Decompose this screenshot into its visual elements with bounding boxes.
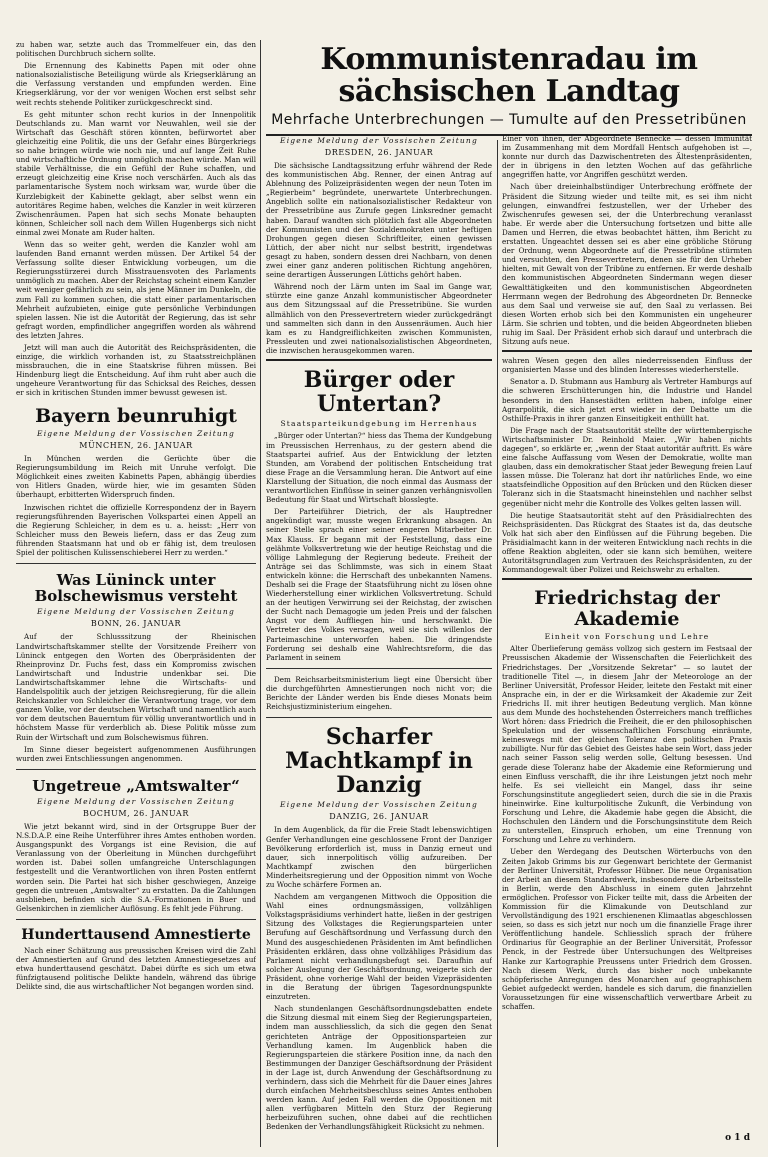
divider [502,350,752,352]
paragraph: „Bürger oder Untertan?“ hiess das Thema der Kundgebung im Preussischen Herrenhaus, zu der gestern abend die Staatspartei aufrief. Aus der Entwicklung der letzten Stunden, am Vorabend der politischen Entscheidung trat diese Frage an die Versammlung heran. Die Antwort auf eine Klarstellung der Situation, die noch einmal das Ausmass der verantwortlichen Einflüsse in seiner ganzen verhängnisvollen Bedeutung für Staat und Wirtschaft blosslegte. [266,431,492,505]
paragraph: Die heutige Staatsautorität steht auf den Präsidialrechten des Reichspräsidenten. Das Rückgrat des Staates ist da, das deutsche Volk hat sich aber den Einflüssen auf die Führung begeben. Die Präsidialmacht kann in der weiteren Entwicklung nach rechts in die offene Reaktion abgleiten, oder sie kann sich bemühen, weitere Autoritätsgrundlagen zum Vertrauen des Reichspräsidenten, zu der Kommandogewalt über Polizei und Reichswehr zu erhalten. [502,510,752,575]
kicker: Eigene Meldung der Vossischen Zeitung [37,429,235,439]
headline-amtswalter: Ungetreue „Amtswalter“ [32,776,240,795]
kicker: Eigene Meldung der Vossischen Zeitung [280,800,478,810]
paragraph: Ueber den Werdegang des Deutschen Wörterbuchs von den Zeiten Jakob Grimms bis zur Gegenwart berichtete der Germanist der Berliner Universität, Professor Hübner. Die neue Organisation der Arbeit an diesem Standardwerk, insbesondere die Arbeitsstelle in Berlin, werde den Abschluss in einem guten Jahrzehnt ermöglichen. Professor von Ficker teilte mit, dass die Arbeiten der Kommission für die Klimakunde von Deutschland zur Vervollständigung des 1921 erschienenen Klimaatlas abgeschlossen seien, so dass es sich jetzt nur noch um die finanzielle Frage ihrer Veröffentlichung handele. Schliesslich sprach der frühere Ordinarius für Geographie an der Berliner Universität, Professor Penck, in der Festrede über Untersuchungen des Weltpreises Hanke zur Kartographie Preussens unter Friedrich dem Grossen. Nach diesem Werk, durch das bisher noch unbekannte schöpferische Anregungen des Monarchen auf geographischem Gebiet aufgedeckt werden, handele es sich darum, die finanziellen Voraussetzungen für eine wissenschaftlich verwertbare Arbeit zu schaffen. [502,847,752,1011]
paragraph: Einer von ihnen, der Abgeordnete Bennecke — dessen Immunität im Zusammenhang mit dem Mordfall Hentsch aufgehoben ist —, konnte nur durch das Dazwischentreten des Ältestenpräsidenten, der in übrigens in den letzten Wochen auf das gefährliche angegriffen hatte, vor Angriffen geschützt werden. [502,134,752,180]
dateline: DANZIG, 26. JANUAR [329,812,429,822]
paragraph: Die Frage nach der Staatsautorität stellte der württembergische Wirtschaftsminister Dr. Reinhold Maier. „Wir haben nichts dagegen“, so erklärte er, „wenn der Staat autoritär auftritt. Es wäre eine falsche Auffassung vom Wesen der Demokratie, wollte man glauben, dass ein demokratischer Staat jeder Bewegung freien Lauf lassen müsse. Die Toleranz hat dort ihr natürliches Ende, wo eine staatsfeindliche Opposition auf den Brücken und den Rücken dieser Toleranz sich in die Staatsmacht hineinstehlen und nachher selbst gegenüber nicht mehr die Kontrolle des Volkes gelten lassen will. [502,425,752,508]
dateline: DRESDEN, 26. JANUAR [324,148,434,157]
paragraph: Die sächsische Landtagssitzung erfuhr während der Rede des kommunistischen Abg. Renner, der einen Antrag auf Ablehnung des Polizeipräsidenten wegen der neun Toten im „Regierbeim“ begründete, unerwartete Unterbrechungen. Angeblich sollte ein nationalsozialistischer Redakteur von der Pressetribüne aus Zurufe gegen Linksredner gemacht haben. Darauf wandten sich plötzlich fast alle Abgeordneten der Kommunisten und der Sozialdemokraten unter heftigen Drohungen gegen diesen Schriftleiter, einen gewissen Lüttich, der aber nicht nur selbst bestritt, irgendetwas gesagt zu haben, sondern dessen drei Nachbarn, von denen zwei einer ganz anderen politischen Richtung angehören, seine derartigen Äusserungen Lüttichs gehört haben. [266,161,492,280]
landtag-header [266,40,752,140]
kicker: Staatsparteikundgebung im Herrenhaus [280,419,478,429]
paragraph: Auf der Schlusssitzung der Rheinischen Landwirtschaftskammer stellte der Vorsitzende Freiherr von Lüninck entgegen den Worten des Oberpräsidenten der Rheinprovinz Dr. Fuchs fest, dass ein Kompromiss zwischen Landwirtschaft und Industrie undenkbar sei. Die Landwirtschaftskammer lehne die Wirtschafts- und Handelspolitik auch der jetzigen Reichsregierung, für die allein Reichskanzler von Schleicher die Verantwortung trage, vor dem ganzen Volke, vor der deutschen Wirtschaft und namentlich auch vor dem deutschen Bauerntum für völlig unverantwortlich und in höchstem Masse für verderblich ab. Diese Politik müsse zum Ruin der Wirtschaft und zum Bolschewismus führen. [16,632,256,742]
headline-landtag: Kommunistenradau im sächsischen Landtag [320,42,698,110]
paragraph: Der Parteiführer Dietrich, der als Hauptredner angekündigt war, musste wegen Erkrankung absagen. An seiner Stelle sprach einer seiner engeren Mitarbeiter Dr. Max Klauss. Er begann mit der Feststellung, dass eine gelähmte Volksvertretung wie der heutige Reichstag und die völlige Lahmlegung der Regierung bedeute. Freiheit der Anträge sei das Schlimmste, was sich in einem Staat entwickeln könne: die Herrschaft des unbekannten Namens. Deshalb sei die Frage der Staatsführung nicht zu lösen ohne Wiederherstellung einer wirklichen Volksvertretung. Schuld an der heutigen Verwirrung sei der Reichstag, der zwischen der Sucht nach Demagogie um jeden Preis und der falschen Angst vor dem Auffliegen hin- und herschwankt. Die Vertreter des Volkes versagen, weil sie sich willenlos der Parteimaschine unterworfen haben. Die dringendste Forderung sei deshalb eine Wahlrechtsreform, die das Parlament in seinem [266,507,492,662]
divider [16,769,256,770]
paragraph: Nach einer Schätzung aus preussischen Kreisen wird die Zahl der Amnestierten auf Grund des letzten Amnestiegesetzes auf etwa hunderttausend geschätzt. Dabei dürfte es sich um etwa fünfzigtausend politische Delikte handeln, während das übrige Delikte sind, die aus wirtschaftlicher Not begangen worden sind. [16,946,256,992]
headline-danzig: Scharfer Machtkampf in Danzig [285,724,473,798]
paragraph: Nachdem am vergangenen Mittwoch die Opposition die Wahl eines ordnungsmässigen, vollzähligen Volkstagspräsidiums verhindert hatte, ließen in der gestrigen Sitzung des Volkstages die Regierungsparteien unter Berufung auf Geschäftsordnung und Verfassung durch den Mund des ausgeschiedenen Präsidenten im Amt befindlichen Präsidenten erklären, dass ohne vollzähliges Präsidium das Parlament nicht verhandlungsbefugt sei. Daraufhin auf solcher Auslegung der Geschäftsordnung, weigerte sich der Präsident, ohne vorherige Wahl der beiden Vizepräsidenten in die Beratung der übrigen Tagesordnungspunkte einzutreten. [266,892,492,1002]
page-marker: o 1 d [725,1133,750,1143]
paragraph: Wie jetzt bekannt wird, sind in der Ortsgruppe Buer der N.S.D.A.P. eine Reihe Unterführer ihres Amtes enthoben worden. Ausgangspunkt des Vorgangs ist eine Revision, die auf Veranlassung von der Oberleitung in München durchgeführt worden ist. Dabei sollen umfangreiche Unterschlagungen festgestellt und die Verantwortlichen von ihren Posten entfernt worden sein. Die Partei hat sich bisher geschwiegen, Anzeige gegen die untreuen „Amtswalter“ zu erstatten. Da die Zahlungen ausblieben, befinden sich die S.A.-Formationen in Buer und Gelsenkirchen in ziemlicher Auflösung. Es fehlt jede Führung. [16,821,256,913]
paragraph: Dem Reichsarbeitsministerium liegt eine Übersicht über die durchgeführten Amnestierungen noch nicht vor; die Berichte der Länder werden bis Ende dieses Monats beim Reichsjustizministerium eingehen. [266,674,492,712]
kicker: Eigene Meldung der Vossischen Zeitung [37,796,235,806]
paragraph: In dem Augenblick, da für die Freie Stadt lebenswichtigen Genfer Verhandlungen eine geschlossene Front der Danziger Bevölkerung erforderlich ist, muss in Danzig erneut und dauer, sich innerpolitisch völlig aufzureiben. Der Machtkampf zwischen den bürgerlichen Minderheitsregierung und der Opposition nimmt von Woche zu Woche schärfere Formen an. [266,825,492,889]
divider [266,668,492,669]
paragraph: zu haben war, setzte auch das Trommelfeuer ein, das den politischen Durchbruch sichern sollte. [16,40,256,59]
paragraph: Die Ernennung des Kabinetts Papen mit oder ohne nationalsozialistische Beteiligung würde als Kriegserklärung an die Verfassung verstanden und empfunden werden. Eine Kriegserklärung, vor der vor wenigen Wochen erst selbst sehr weit rechts stehende Politiker zurückgeschreckt sind. [16,61,256,107]
headline-amnestie: Hunderttausend Amnestierte [21,926,251,943]
column-middle [266,134,492,1147]
headline-buerger: Bürger oder Untertan? [303,366,455,417]
dateline: BONN, 26. JANUAR [90,619,182,629]
paragraph: Alter Überlieferung gemäss vollzog sich gestern im Festsaal der Preussischen Akademie der Wissenschaften die Feierlichkeit des Friedrichstages. Der „Vorsitzende Sekretar“ — so lautet der traditionelle Titel —, in diesem Jahr der Meteorologe an der Berliner Universität, Professor Heider, leitete den Festakt mit einer Ansprache ein, in der er die Wirksamkeit der Akademie zur Zeit Friedrichs II. mit ihrer heutigen Bedeutung verglich. Man könne aus dem Munde des hochstehenden Österreichers manch treffliches Wort hören: dass Friedrich die Freiheit, die er den philosophischen Spekulation und der wissenschaftlichen Forschung einräumte, keineswegs mit der gleichen Toleranz den politischen Praxis zubilligte. Nur für das Gebiet des Geistes habe sein Wort, dass jeder nach seiner Fasson selig werden solle, Geltung besessen. Und gerade diese Toleranz habe der Akademie eine Reformierung und einen Einfluss verschafft, die ihr ihre Leistungen jetzt noch mehr helfe. Es sei vielleicht ein Mangel, dass ihr seine Forschungsinstitute angegliedert seien, durch die sie in die Praxis hineinwirke. Eine kulturpolitische Zukunft, die Verbindung von Forschung und Lehre, die Akademie habe gegen die Absicht, die Hochschulen den Ländern und die Forschungsinstitute dem Reich zu unterstellen, Einspruch erhoben, um eine Trennung von Forschung und Lehre zu verhindern. [502,644,752,845]
paragraph: Inzwischen richtet die offizielle Korrespondenz der in Bayern regierungsführenden Bayerischen Volkspartei einen Appell an die Regierung Schleicher, in dem es u. a. heisst: „Herr von Schleicher muss den Beweis liefern, dass er das Zeug zum führenden Staatsmann hat und ob er fähig ist, dem treulosen Spiel der politischen Kulissenschieberei Herr zu werden.“ [16,502,256,558]
paragraph: Jetzt will man auch die Autorität des Reichspräsidenten, die einzige, die wirklich vorhanden ist, zu Staatsstreichplänen missbrauchen, die in eine Staatskrise führen müssen. Bei Hindenburg liegt die Entscheidung. Auf ihm ruht aber auch die ungeheure Verantwortung für das Schicksal des Reiches, dessen er sich in kritischen Stunden immer bewusst gewesen ist. [16,343,256,398]
divider [16,919,256,920]
column-rule [260,40,261,1147]
column-left [16,40,256,1147]
paragraph: Wenn das so weiter geht, werden die Kanzler wohl am laufenden Band ernannt werden müssen. Der Artikel 54 der Verfassung sollte dieser Entwicklung vorbeugen, um die Regierungsstürzerei durch Misstrauensvoten des Parlaments unmöglich zu machen. Aber der Reichstag scheint einem Kanzler weit weniger gefährlich zu sein, als jene Männer im Dunkeln, die zum Fall zu kommen suchen, die statt einer parlamentarischen Mehrheit aufzubieten, einige gute persönliche Verbindungen spielen lassen. Nie ist die Autorität der Regierung, das ist sehr gefragt worden, empfindlicher angegriffen worden als während des letzten Jahres. [16,239,256,340]
divider [266,717,492,718]
paragraph: Während noch der Lärm unten im Saal im Gange war, stürzte eine ganze Anzahl kommunistischer Abgeordneter aus dem Sitzungssaal auf die Pressetribüne. Sie wurden allmählich von den Pressevertretern wieder zurückgedrängt und sammelten sich dann in den Aussenräumen. Auch hier kam es zu Handgreiflichkeiten zwischen Kommunisten, Pressleuten und zwei nationalsozialistischen Abgeordneten, die inzwischen herausgekommen waren. [266,282,492,355]
kicker: Eigene Meldung der Vossischen Zeitung [280,136,478,145]
paragraph: In München werden die Gerüchte über die Regierungsumbildung im Reich mit Unruhe verfolgt. Die Möglichkeit eines zweiten Kabinetts Papen, abhängig überdies von Hitlers Gnaden, würde hier, wie im gesamten Süden überhaupt, erbitterten Widerspruch finden. [16,454,256,500]
headline-bayern: Bayern beunruhigt [35,404,237,427]
dateline: BOCHUM, 26. JANUAR [82,808,190,818]
headline-luenink: Was Lüninck unter Bolschewismus versteht [34,571,238,606]
paragraph: wahren Wesen gegen den alles niederreissenden Einfluss der organisierten Masse und des blinden Interesses wiederherstelle. [502,356,752,375]
paragraph: Senator a. D. Stubmann aus Hamburg als Vertreter Hamburgs auf die schweren Erschütterungen hin, die Industrie und Handel besonders in den Hansestädten erlitten haben, infolge einer Agrarpolitik, die sich jetzt erst wieder in der Debatte um die Osthilfe-Praxis in ihrer ganzen Einseitigkeit enthüllt hat. [502,377,752,423]
paragraph: Nach über dreieinhalbstündiger Unterbrechung eröffnete der Präsident die Sitzung wieder und teilte mit, es sei ihm nicht gelungen, einwandfrei festzustellen, wer der Urheber des Zwischenrufes gewesen sei, der die Unterbrechung veranlasst habe. Er werde aber die Untersuchung fortsetzen und bitte alle Damen und Herren, die etwas beobachtet hätten, ihm Bericht zu erstatten. Ungeachtet dessen sei es aber eine gröbliche Störung der Ordnung, wenn Abgeordnete auf die Pressetribüne stürmten und versuchten, den Pressevertretern, denen sie für den Urheber hielten, mit Gewalt von der Tribüne zu entfernen. Er werde deshalb den kommunistischen Abgeordneten Sindermann wegen dieser Gewalttätigkeiten und den kommunistischen Abgeordneten Herrmann wegen der Bedrohung des Abgeordneten Dr. Bennecke aus dem Saal und verweise sie auf, den Saal zu verlassen. Bei diesen Worten erhob sich bei den Kommunisten ein ungeheurer Lärm. Sie schrien und tobten, und die beiden Abgeordneten blieben ruhig im Saal. Der Präsident erhob sich darauf und unterbrach die Sitzung aufs neue. [502,182,752,347]
subheadline: Mehrfache Unterbrechungen — Tumulte auf den Pressetribünen [271,111,747,128]
dateline: MÜNCHEN, 26. JANUAR [79,441,193,451]
column-right [502,134,752,1147]
paragraph: Nach stundenlangen Geschäftsordnungsdebatten endete die Sitzung diesmal mit einem Sieg der Regierungsparteien, indem man ausschliesslich, da sich die gegen den Senat gerichteten Anträge der Oppositionsparteien zur Verhandlung kamen. Im Augenblick haben die Regierungsparteien die stärkere Position inne, da nach den Bestimmungen der Danziger Geschäftsordnung der Präsident in der Lage ist, durch Anwendung der Geschäftsordnung zu verhindern, dass sich die Mehrheit für die Dauer eines Jahres durch einfachen Mehrheitsbeschluss seines Amtes enthoben werden kann. Auf jeden Fall werden die Oppositionen mit allen verfügbaren Mitteln den Sturz der Regierung herbeizuführen suchen, ohne dabei auf die rechtlichen Bedenken der Verhandlungsfähigkeit Rücksicht zu nehmen. [266,1004,492,1132]
paragraph: Im Sinne dieser begeistert aufgenommenen Ausführungen wurden zwei Entschliessungen angenommen. [16,744,256,763]
headline-akademie: Friedrichstag der Akademie [534,587,720,630]
paragraph: Es geht mitunter schon recht kurios in der Innenpolitik Deutschlands zu. Man warnt vor Neuwahlen, weil sie der Wirtschaft das Geschäft stören könnten, befürwortet aber gleichzeitig eine Politik, die uns der Gefahr eines Bürgerkriegs so nahe bringen würde wie noch nie, und auf lange Zeit Ruhe und wirtschaftliche Ordnung unmöglich machen würde. Man will stabile Verhältnisse, die ein Gefühl der Ruhe schaffen, und erzeugt gleichzeitig eine Krise noch verschärfen. Auch als das parlamentarische System noch wirksam war, wurde über die Kurzlebigkeit der Kabinette geklagt, aber selbst wenn ein autoritäres Regime haben, welches die Kanzler in weit kürzeren Zwischenräumen. Papen hat sich sechs Monate behaupten können, Schleicher soll nach dem Willen Hugenbergs sich nicht einmal zwei Monate am Ruder halten. [16,109,256,237]
kicker: Einheit von Forschung und Lehre [544,632,710,642]
column-rule [497,140,498,1147]
divider [502,578,752,580]
divider [266,359,492,361]
kicker: Eigene Meldung der Vossischen Zeitung [37,607,235,617]
divider [16,563,256,564]
